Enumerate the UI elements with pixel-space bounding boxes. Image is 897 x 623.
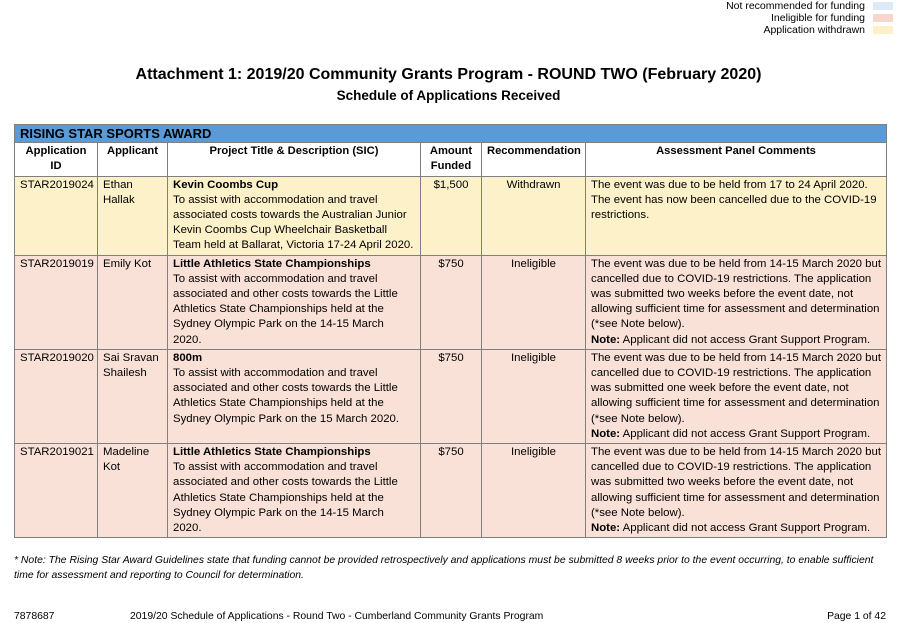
assessment-comment-cell: [586, 176, 887, 255]
legend-item-ineligible: [663, 12, 893, 24]
application-id: STAR2019020: [15, 349, 98, 443]
project-cell: [168, 444, 421, 538]
legend-swatch: [873, 14, 893, 22]
legend-item-not-recommended: [663, 0, 893, 12]
section-heading: RISING STAR SPORTS AWARD: [15, 125, 887, 143]
legend-label: Ineligible for funding: [771, 12, 865, 24]
column-header-comments: Assessment Panel Comments: [586, 143, 887, 176]
project-cell: [168, 349, 421, 443]
applicant-name: Emily Kot: [98, 255, 168, 349]
assessment-comment: The event was due to be held from 14-15 March 2020 but cancelled due to COVID-19 restrictions. The application was submitted two weeks before the event date, not allowing sufficient time for assessment and determination (*see Note below).: [591, 257, 882, 331]
applicant-name: Madeline Kot: [98, 444, 168, 538]
note-text: Applicant did not access Grant Support Program.: [620, 427, 871, 440]
amount-funded: $750: [421, 349, 482, 443]
column-header-amount: Amount Funded: [421, 143, 482, 176]
column-header-applicant: Applicant: [98, 143, 168, 176]
footer-doc-title: 2019/20 Schedule of Applications - Round Two - Cumberland Community Grants Program: [130, 611, 544, 622]
legend-swatch: [873, 2, 893, 10]
recommendation: Withdrawn: [482, 176, 586, 255]
table-row: [15, 255, 887, 349]
assessment-comment-cell: [586, 349, 887, 443]
project-cell: [168, 255, 421, 349]
assessment-comment: The event was due to be held from 14-15 March 2020 but cancelled due to COVID-19 restrictions. The application was submitted two weeks before the event date, not allowing sufficient time for assessment and determination (*see Note below).: [591, 446, 882, 519]
project-description: To assist with accommodation and travel associated costs towards the Australian Junior Kevin Coombs Cup Wheelchair Basketball Team held at Ballarat, Victoria 17-24 April 2020.: [173, 193, 414, 252]
table-row: [15, 349, 887, 443]
project-description: To assist with accommodation and travel associated and other costs towards the Little Athletics State Championships held at the Sydney Olympic Park on the 14-15 March 2020.: [173, 272, 398, 346]
table-row: [15, 444, 887, 538]
note-text: Applicant did not access Grant Support Program.: [620, 522, 871, 535]
legend-label: Not recommended for funding: [726, 0, 865, 12]
assessment-comment: The event was due to be held from 17 to 24 April 2020. The event has now been cancelled due to the COVID-19 restrictions.: [591, 178, 877, 222]
footnote: * Note: The Rising Star Award Guidelines state that funding cannot be provided retrospectively and applications must be submitted 8 weeks prior to the event occurring, to enable sufficient time for assessment and reporting to Council for determination.: [14, 555, 874, 581]
recommendation: Ineligible: [482, 349, 586, 443]
assessment-comment-cell: [586, 255, 887, 349]
document-title: Attachment 1: 2019/20 Community Grants Program - ROUND TWO (February 2020): [135, 66, 762, 83]
legend-swatch: [873, 26, 893, 34]
application-id: STAR2019024: [15, 176, 98, 255]
column-header-recommendation: Recommendation: [482, 143, 586, 176]
assessment-note: [591, 427, 881, 442]
project-cell: [168, 176, 421, 255]
section-heading-row: [15, 125, 887, 143]
assessment-note: [591, 521, 881, 536]
recommendation: Ineligible: [482, 255, 586, 349]
document-subtitle: Schedule of Applications Received: [336, 88, 561, 103]
table-row: [15, 176, 887, 255]
application-id: STAR2019019: [15, 255, 98, 349]
column-header-project: Project Title & Description (SIC): [168, 143, 421, 176]
project-title: 800m: [173, 351, 203, 364]
note-label: Note:: [591, 333, 621, 346]
assessment-comment: The event was due to be held from 14-15 March 2020 but cancelled due to COVID-19 restrictions. The application was submitted one week before the event date, not allowing sufficient time for assessment and determination (*see Note below).: [591, 351, 882, 425]
project-description: To assist with accommodation and travel associated and other costs towards the Little Athletics State Championships held at the Sydney Olympic Park on the 15 March 2020.: [173, 367, 400, 425]
legend-item-withdrawn: [663, 24, 893, 36]
applicant-name: Sai Sravan Shailesh: [98, 349, 168, 443]
project-title: Little Athletics State Championships: [173, 257, 371, 270]
project-description: To assist with accommodation and travel associated and other costs towards the Little Athletics State Championships held at the Sydney Olympic Park on the 14-15 March 2020.: [173, 461, 398, 535]
assessment-comment-cell: [586, 444, 887, 538]
footer-page-number: Page 1 of 42: [827, 611, 886, 622]
assessment-note: [591, 333, 881, 348]
applicant-name: Ethan Hallak: [98, 176, 168, 255]
amount-funded: $750: [421, 444, 482, 538]
note-text: Applicant did not access Grant Support Program.: [620, 333, 871, 346]
column-header-application-id: Application ID: [15, 143, 98, 176]
status-legend: [663, 0, 893, 36]
legend-label: Application withdrawn: [763, 24, 865, 36]
table-header-row: [15, 143, 887, 176]
project-title: Little Athletics State Championships: [173, 446, 371, 459]
amount-funded: $750: [421, 255, 482, 349]
footer-doc-id: 7878687: [14, 611, 55, 622]
project-title: Kevin Coombs Cup: [173, 178, 279, 191]
note-label: Note:: [591, 427, 621, 440]
note-label: Note:: [591, 522, 621, 535]
applications-table: [14, 124, 887, 538]
amount-funded: $1,500: [421, 176, 482, 255]
document-heading: [0, 64, 897, 106]
application-id: STAR2019021: [15, 444, 98, 538]
recommendation: Ineligible: [482, 444, 586, 538]
